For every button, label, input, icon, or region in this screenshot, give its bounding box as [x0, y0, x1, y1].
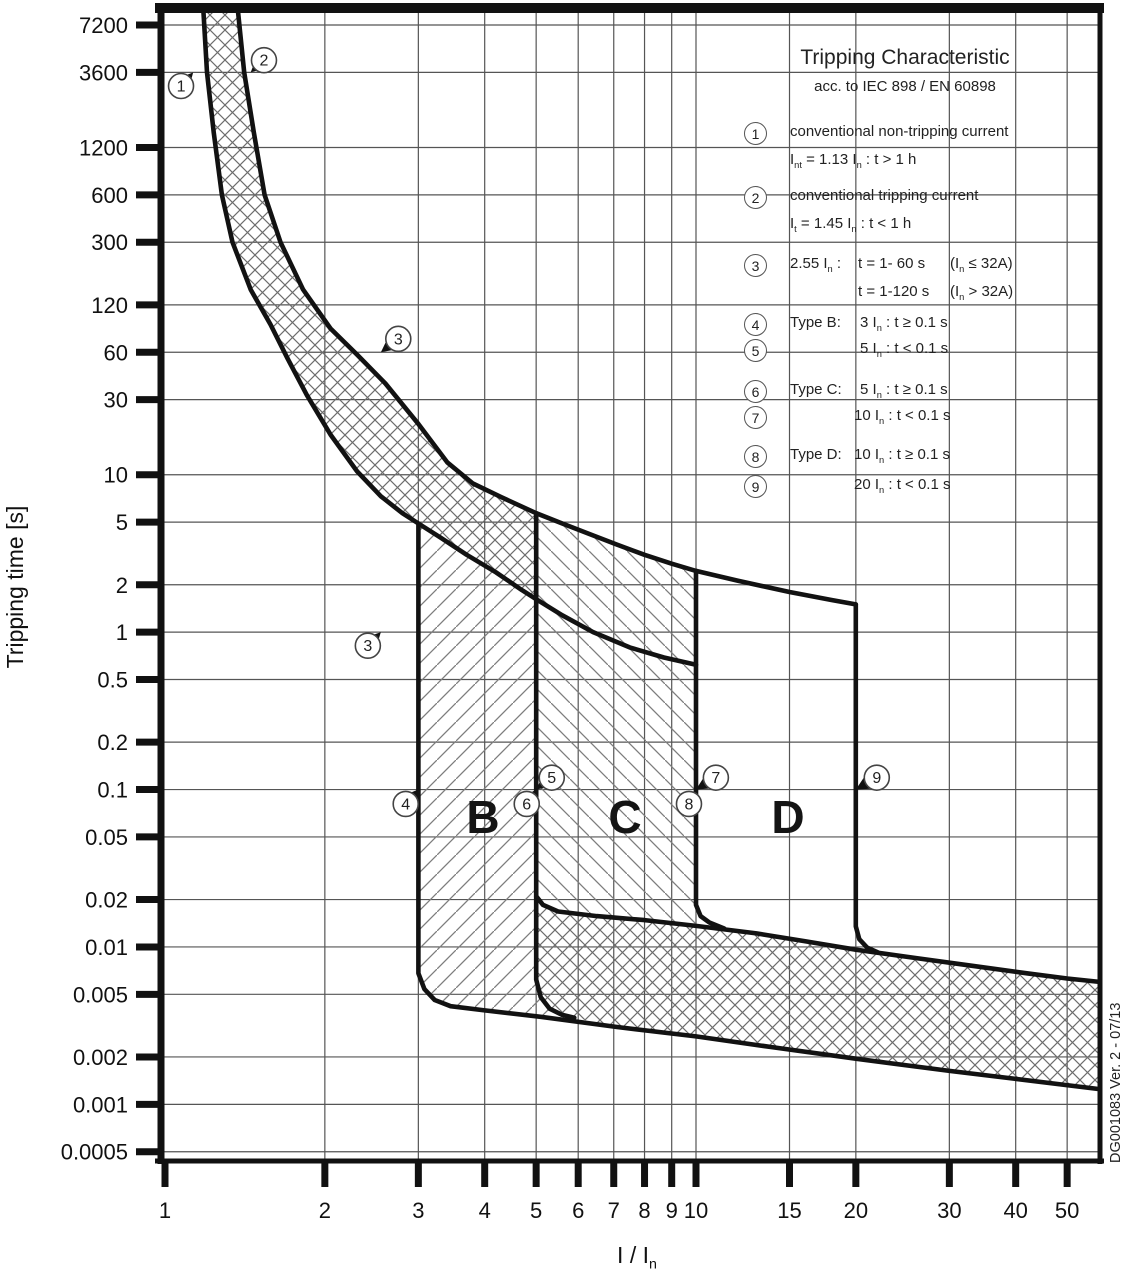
tick-label-y: 3600 [79, 60, 128, 86]
region-instantaneous-band [536, 896, 1099, 1089]
tick-label-y: 60 [103, 340, 128, 366]
tick-label-y: 120 [91, 292, 128, 318]
chart-subtitle: acc. to IEC 898 / EN 60898 [814, 78, 996, 95]
tick-label-y: 0.0005 [60, 1139, 128, 1165]
legend-text-1: conventional non-tripping current [790, 123, 1009, 140]
tick-label-x: 10 [683, 1198, 709, 1223]
legend-text-2: conventional tripping current [790, 187, 979, 204]
tick-label-x: 3 [412, 1198, 425, 1223]
tick-label-x: 2 [318, 1198, 331, 1223]
legend-text-4: 3 $I_n$ : t ≥ 0.1 s [860, 314, 948, 333]
y-axis-title: Tripping time [s] [2, 505, 28, 669]
region-thermal-band [203, 8, 536, 600]
tick-label-x: 6 [572, 1198, 585, 1223]
tick-label-x: 50 [1054, 1198, 1080, 1223]
tick-label-y: 0.005 [72, 982, 128, 1008]
marker-number: 3 [363, 638, 373, 656]
tick-label-x: 8 [638, 1198, 651, 1223]
tick-label-x: 4 [478, 1198, 491, 1223]
legend-text-3: $(I_n > 32A)$ [950, 283, 1014, 302]
tick-label-x: 5 [530, 1198, 543, 1223]
tick-label-y: 1 [115, 620, 128, 646]
tick-label-y: 0.5 [97, 667, 128, 693]
marker-number: 9 [872, 770, 882, 788]
legend-circle-2: 2 [744, 186, 767, 209]
tick-label-x: 40 [1003, 1198, 1028, 1223]
tick-label-y: 600 [91, 182, 128, 208]
tick-label-x: 15 [777, 1198, 802, 1223]
legend-circle-4: 4 [744, 313, 767, 336]
tick-label-y: 30 [103, 387, 128, 413]
tick-label-y: 0.05 [85, 824, 128, 850]
marker-3 [381, 326, 411, 352]
chart-title: Tripping Characteristic [800, 46, 1010, 69]
marker-number: 7 [711, 770, 721, 788]
tick-label-x: 1 [158, 1198, 172, 1223]
tick-label-y: 0.001 [72, 1092, 128, 1118]
legend-circle-6: 6 [744, 380, 767, 403]
curve-conventional-tripping-1.45In [238, 8, 856, 605]
region-label-D: D [771, 791, 805, 843]
tick-label-y: 0.1 [97, 777, 128, 803]
tick-label-x: 30 [937, 1198, 962, 1223]
region-label-B: B [466, 791, 500, 843]
tick-label-x: 9 [665, 1198, 678, 1223]
legend-text-7: 10 $I_n$ : t < 0.1 s [854, 407, 951, 426]
legend-text-3: 2.55 $I_n$ : [790, 255, 842, 274]
hatched-regions [203, 8, 1099, 1090]
marker-2 [251, 48, 277, 73]
legend-text-5: 5 $I_n$ : t < 0.1 s [860, 340, 949, 359]
marker-number: 1 [176, 78, 186, 96]
version-note: DG001083 Ver. 2 - 07/13 [1108, 1002, 1124, 1163]
tick-label-y: 300 [91, 230, 128, 256]
legend-circle-5: 5 [744, 339, 767, 362]
legend-text-4: Type B: [790, 314, 841, 331]
curve-type-d-lower-10In [696, 571, 724, 929]
marker-9 [856, 765, 889, 790]
marker-number: 4 [401, 796, 411, 814]
marker-1 [169, 72, 194, 98]
tick-label-y: 0.002 [72, 1044, 128, 1070]
legend-text-8: 10 $I_n$ : t ≥ 0.1 s [854, 446, 950, 465]
marker-number: 8 [684, 796, 694, 814]
region-label-C: C [608, 791, 642, 843]
legend-text-9: 20 $I_n$ : t < 0.1 s [854, 476, 951, 495]
tick-label-x: 20 [843, 1198, 869, 1223]
legend-circle-3: 3 [744, 254, 767, 277]
legend-text-2: $I_t = 1.45$ $I_n$ : t < 1 h [790, 215, 912, 234]
marker-number: 5 [547, 770, 557, 788]
legend-text-8: Type D: [790, 446, 842, 463]
legend-circle-1: 1 [744, 122, 767, 145]
tick-label-y: 0.02 [85, 887, 128, 913]
legend-circle-8: 8 [744, 445, 767, 468]
legend-text-3: t = 1- 60 s [858, 255, 926, 272]
legend-text-1: $I_{nt} = 1.13$ $I_n$ : t > 1 h [790, 151, 917, 170]
x-axis-title: I / $I_n$ [617, 1242, 657, 1273]
tick-label-y: 0.2 [97, 730, 128, 756]
marker-number: 2 [259, 52, 269, 70]
tick-label-y: 0.01 [85, 934, 128, 960]
legend-text-3: t = 1-120 s [858, 283, 930, 300]
tick-label-y: 10 [103, 462, 128, 488]
marker-3 [355, 632, 381, 658]
legend-circle-7: 7 [744, 406, 767, 429]
legend-text-6: Type C: [790, 381, 842, 398]
tick-label-y: 7200 [79, 13, 128, 38]
marker-4 [393, 790, 418, 817]
tick-label-x: 7 [607, 1198, 620, 1223]
marker-7 [696, 765, 728, 790]
marker-number: 6 [522, 796, 532, 814]
marker-number: 3 [393, 331, 403, 349]
legend-text-6: 5 $I_n$ : t ≥ 0.1 s [860, 381, 948, 400]
legend-text-3: $(I_n \le 32A)$ [950, 255, 1013, 274]
tick-label-y: 1200 [79, 135, 128, 161]
tick-label-y: 5 [115, 510, 128, 536]
legend-circle-9: 9 [744, 475, 767, 498]
tick-label-y: 2 [115, 572, 128, 598]
